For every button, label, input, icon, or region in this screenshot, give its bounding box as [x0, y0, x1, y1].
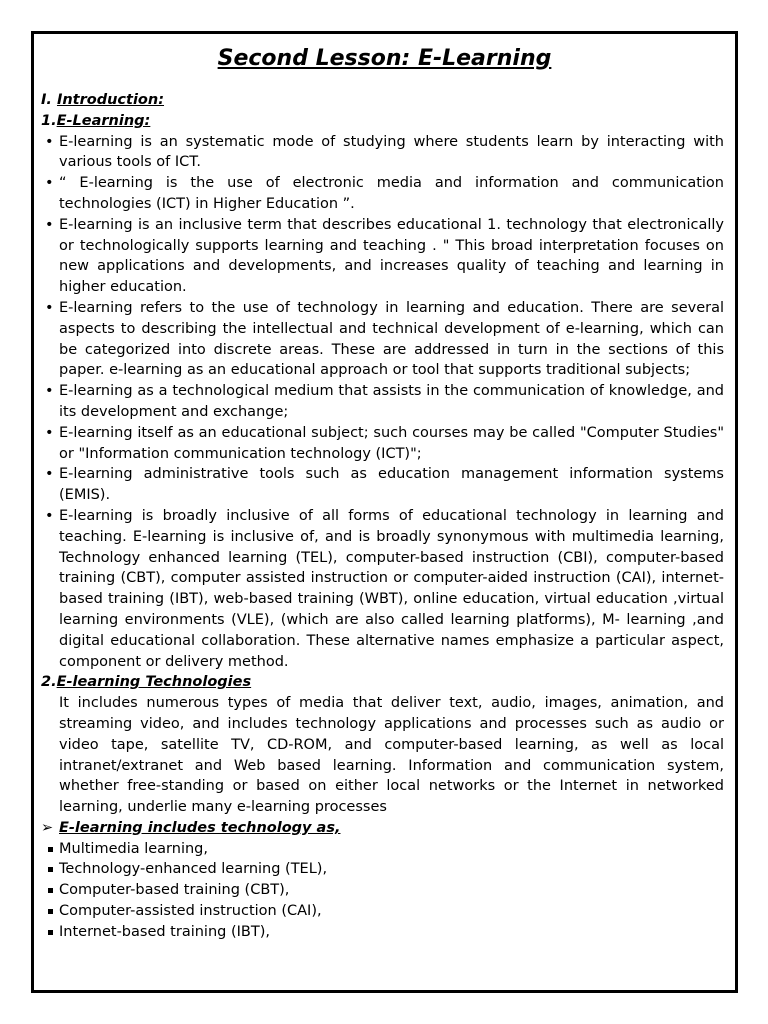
subsection-number: 1.: [41, 112, 57, 129]
section-number: I.: [41, 92, 52, 108]
bullet-dot-icon: •: [45, 216, 54, 233]
bullet-text: E-learning is an inclusive term that describes educational 1. technology that electronically or technologically supports learning and teaching . " This broad interpretation focuses on new applications and developments, and increases quality of teaching and learning in higher education.: [59, 216, 724, 296]
list-item: [41, 922, 724, 943]
bullet-text: E-learning is an systematic mode of studying where students learn by interacting with various tools of ICT.: [59, 133, 724, 171]
bullet-dot-icon: •: [45, 383, 54, 400]
includes-heading-label: E-learning includes technology as,: [59, 819, 341, 836]
bullet-dot-icon: •: [45, 424, 54, 441]
bullet-dot-icon: •: [45, 175, 54, 192]
list-item-text: Computer-based training (CBT),: [59, 882, 290, 899]
list-item: [41, 901, 724, 922]
bullet-dot-icon: •: [45, 466, 54, 483]
bullet-text: E-learning administrative tools such as education management information systems (EMIS).: [59, 466, 724, 504]
square-bullet-icon: [48, 888, 53, 893]
subsection-number: 2.: [41, 674, 57, 691]
bullet-dot-icon: •: [45, 299, 54, 316]
section-heading-introduction: [41, 90, 724, 111]
bullet-item: [41, 464, 724, 506]
list-item-text: Multimedia learning,: [59, 840, 208, 857]
bullet-item: [41, 173, 724, 215]
bullet-item: [41, 298, 724, 381]
technologies-paragraph: It includes numerous types of media that deliver text, audio, images, animation, and streaming video, and includes technology applications and processes such as audio or video tape, satellite TV, CD-ROM, and computer-based learning, as well as local intranet/extranet and Web based learning. Information and communication system, whether free-standing or based on either local networks or the Internet in networked learning, underlie many e-learning processes: [59, 695, 724, 816]
square-bullet-icon: [48, 909, 53, 914]
list-item-text: Computer-assisted instruction (CAI),: [59, 903, 322, 920]
square-bullet-icon: [48, 847, 53, 852]
includes-heading: [41, 818, 724, 839]
bullet-item: [41, 381, 724, 423]
list-item-text: Internet-based training (IBT),: [59, 923, 270, 940]
section-label: Introduction:: [56, 92, 165, 108]
subsection-heading-technologies: [41, 672, 724, 693]
list-item-text: Technology-enhanced learning (TEL),: [59, 861, 328, 878]
bullet-text: E-learning is broadly inclusive of all forms of educational technology in learning and teaching. E-learning is inclusive of, and is broadly synonymous with multimedia learning, Technology enhanced learning (TEL), computer-based instruction (CBI), computer-based training (CBT), computer assisted instruction or computer-aided instruction (CAI), internet-based training (IBT), web-based training (WBT), online education, virtual education ,virtual learning environments (VLE), (which are also called learning platforms), M- learning ,and digital educational collaboration. These alternative names emphasize a particular aspect, component or delivery method.: [59, 507, 724, 670]
list-item: [41, 880, 724, 901]
subsection-label: E-learning Technologies: [56, 674, 252, 691]
list-item: [41, 839, 724, 860]
bullet-text: E-learning as a technological medium that assists in the communication of knowledge, and its development and exchange;: [59, 383, 724, 420]
bullet-item: [41, 132, 724, 174]
bullet-text: E-learning refers to the use of technology in learning and education. There are several aspects to describing the intellectual and technical development of e-learning, which can be categorized into discrete areas. These are addressed in turn in the sections of this paper. e-learning as an educational approach or tool that supports traditional subjects;: [59, 299, 724, 379]
document-body: [41, 90, 724, 943]
subsection-label: E-Learning:: [56, 112, 151, 129]
arrowhead-bullet-icon: ➢: [41, 819, 54, 836]
bullet-item: [41, 215, 724, 298]
bullet-dot-icon: •: [45, 507, 54, 524]
bullet-item: [41, 423, 724, 465]
bullet-item: [41, 506, 724, 672]
bullet-text: “ E-learning is the use of electronic media and information and communication technologies (ICT) in Higher Education ”.: [59, 175, 724, 212]
subsection-heading-elearning: [41, 111, 724, 132]
bullet-text: E-learning itself as an educational subject; such courses may be called "Computer Studies" or "Information communication technology (ICT)";: [59, 424, 724, 462]
page-title: Second Lesson: E-Learning: [217, 46, 552, 71]
square-bullet-icon: [48, 867, 53, 872]
bullet-dot-icon: •: [45, 133, 54, 150]
page-frame: [31, 31, 738, 993]
list-item: [41, 859, 724, 880]
square-bullet-icon: [48, 930, 53, 935]
